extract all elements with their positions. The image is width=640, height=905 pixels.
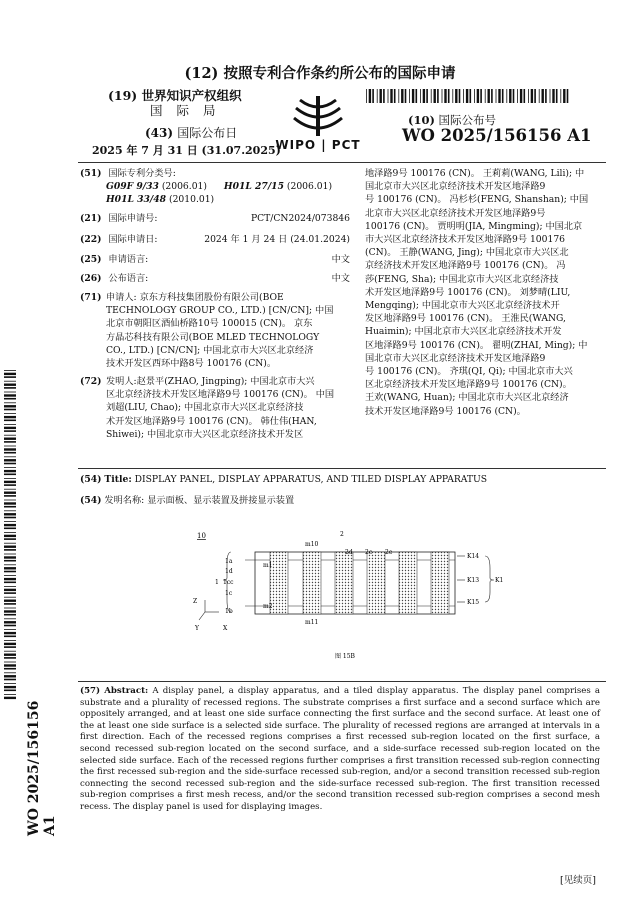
inventor-line: 京经济技术开发区地泽路9号 100176 (CN)。 冯 <box>365 260 566 272</box>
applicants <box>106 291 350 370</box>
inventors <box>106 375 350 441</box>
pub-date-num: (43) <box>145 126 174 140</box>
filing-language: 中文 <box>331 254 350 265</box>
figure-label: Y <box>195 625 199 632</box>
continued-note: [见续页] <box>560 875 596 886</box>
biblio-divider <box>78 468 606 469</box>
inventor-line: 100176 (CN)。 贾明明(JIA, Mingming); 中国北京 <box>365 220 583 232</box>
figure-label: m11 <box>305 619 319 626</box>
bibliographic-left <box>80 167 350 467</box>
abstract <box>80 686 600 814</box>
ipc-3: H01L 33/48 <box>106 194 167 205</box>
org-name: 世界知识产权组织 <box>141 88 242 103</box>
figure-label: 2d <box>345 549 353 556</box>
field-25 <box>80 253 350 266</box>
inventor-line: 地泽路9号 100176 (CN)。 王莉莉(WANG, Lili); 中 <box>365 168 585 179</box>
title-zh-label: 发明名称: <box>104 495 145 506</box>
pub-no-label: 国际公布号 <box>438 113 497 127</box>
abstract-num: (57) <box>80 686 101 696</box>
field-71 <box>80 291 350 370</box>
pub-date-label: 国际公布日 <box>177 126 238 140</box>
patent-figure <box>185 530 505 660</box>
figure-label: 1cc <box>223 579 234 586</box>
bureau: 国 际 局 <box>150 103 221 118</box>
bibliographic-right <box>365 167 605 418</box>
inventor-line: 国北京市大兴区北京经济技术开发区地泽路9 <box>365 352 546 364</box>
top-barcode <box>366 89 570 103</box>
figure-label: X <box>223 625 228 632</box>
header-divider <box>78 162 606 163</box>
pub-date: 2025 年 7 月 31 日 (31.07.2025) <box>92 144 281 157</box>
figure-label: K15 <box>467 599 480 606</box>
inventor-line: 术开发区地泽路9号 100176 (CN)。 韩仕伟(HAN, <box>106 415 317 427</box>
inventor-line: 号 100176 (CN)。 齐琪(QI, Qi); 中国北京市大兴 <box>365 366 573 378</box>
figure-label: m2 <box>263 603 273 610</box>
applicant-line: 申请人: 京东方科技集团股份有限公司(BOE <box>106 292 284 303</box>
inventor-line: Mengqing); 中国北京市大兴区北京经济技术开 <box>365 300 560 312</box>
recessed-regions <box>270 552 449 614</box>
title-zh: 显示面板、显示装置及拼接显示装置 <box>147 495 295 506</box>
title-en-line <box>80 474 487 485</box>
ipc-2-date: (2006.01) <box>286 181 333 192</box>
figure-label: K14 <box>467 553 480 560</box>
field-22-label: 国际申请日: <box>108 234 158 245</box>
recessed-region <box>303 552 321 614</box>
applicant-line: TECHNOLOGY GROUP CO., LTD.) [CN/CN]; 中国 <box>106 305 334 317</box>
figure-label: Z <box>193 598 198 605</box>
recessed-region <box>399 552 417 614</box>
figure-label: K13 <box>467 577 480 584</box>
field-21 <box>80 212 350 225</box>
applicant-line: 北京市朝阳区酒仙桥路10号 100015 (CN)。 京东 <box>106 318 313 330</box>
abstract-text: A display panel, a display apparatus, and a tiled display apparatus. The display panel comprises a substrate and a plurality of recessed regions. The substrate comprises a first surface and a second surface which are oppositely arranged, and at least one side surface connecting the first surface and the second surface. At least one of the at least one side surface is a selected side surface. The plurality of recessed regions are arranged at intervals in a first direction. Each of the recessed regions comprises a first recessed sub-region located on the first surface, a second recessed sub-region located on the second surface, and a side-surface recessed sub-region located on the selected side surface. Each of the recessed regions further comprises a first transition recessed sub-region connecting the first recessed sub-region and the side-surface recessed sub-region, and/or a second transition recessed sub-region connecting the second recessed sub-region and the side-surface recessed sub-region. The first transition recessed sub-region comprises a first mesh recess, and/or the second transition recessed sub-region comprises a second mesh recess. The display panel is used for displaying images. <box>80 686 601 812</box>
inventor-line: 刘超(LIU, Chao); 中国北京市大兴区北京经济技 <box>106 402 304 414</box>
figure-caption: 图 15B <box>335 653 355 660</box>
inventor-line: Shiwei); 中国北京市大兴区北京经济技术开发区 <box>106 428 304 440</box>
figure-ref: 10 <box>197 532 206 540</box>
inventor-line: 市大兴区北京经济技术开发区地泽路9号 100176 <box>365 234 566 246</box>
figure-divider <box>78 681 606 682</box>
applicant-line: 技术开发区西环中路8号 100176 (CN)。 <box>106 358 277 370</box>
figure-label: 2c <box>365 549 373 556</box>
figure-label: m1 <box>263 562 273 569</box>
figure-label: 1d <box>225 568 233 575</box>
figure-label: 2e <box>385 549 393 556</box>
inventor-line: 区地泽路9号 100176 (CN)。 翟明(ZHAI, Ming); 中 <box>365 339 588 351</box>
figure-label: 1c <box>225 590 233 597</box>
field-25-label: 申请语言: <box>108 254 149 265</box>
field-22-num: (22) <box>80 234 102 245</box>
field-21-label: 国际申请号: <box>108 213 158 224</box>
inventor-line: (CN)。 王静(WANG, Jing); 中国北京市大兴区北 <box>365 247 569 259</box>
document-title: (12) 按照专利合作条约所公布的国际申请 <box>184 65 456 82</box>
publication-number: WO 2025/156156 A1 <box>402 126 592 145</box>
inventor-line: 国北京市大兴区北京经济技术开发区地泽路9 <box>365 181 546 193</box>
inventor-line: 区北京经济技术开发区地泽路9号 100176 (CN)。 中国 <box>106 389 335 401</box>
field-51-label: 国际专利分类号: <box>108 168 176 179</box>
recessed-region <box>270 552 288 614</box>
pub-no-num: (10) <box>408 113 435 127</box>
field-22 <box>80 233 350 246</box>
field-54-num: (54) <box>80 495 102 506</box>
field-51 <box>80 167 350 180</box>
side-publication-number: WO 2025/156156 A1 <box>26 700 58 836</box>
ipc-line-2 <box>106 193 350 206</box>
inventor-line: 技术开发区地泽路9号 100176 (CN)。 <box>365 405 526 417</box>
figure-label: 1a <box>225 558 233 565</box>
figure-label: m10 <box>305 541 319 548</box>
inventor-line: 号 100176 (CN)。 冯杉杉(FENG, Shanshan); 中国 <box>365 194 589 206</box>
ipc-3-date: (2010.01) <box>168 194 215 205</box>
side-barcode <box>4 370 16 700</box>
inventor-line: 北京市大兴区北京经济技术开发区地泽路9号 <box>365 207 546 219</box>
figure-label: 2 <box>340 531 344 538</box>
applicant-line: CO., LTD.) [CN/CN]; 中国北京市大兴区北京经济 <box>106 344 314 356</box>
ipc-1-date: (2006.01) <box>161 181 207 192</box>
field-72 <box>80 375 350 441</box>
wipo-pct-logo <box>270 94 366 154</box>
filing-date: 2024 年 1 月 24 日 (24.01.2024) <box>204 234 350 245</box>
title-en: DISPLAY PANEL, DISPLAY APPARATUS, AND TILED DISPLAY APPARATUS <box>134 474 488 485</box>
title-zh-line <box>80 492 294 506</box>
figure-label: 1b <box>225 608 233 615</box>
field-25-num: (25) <box>80 254 102 265</box>
figure-label: K1 <box>495 577 504 584</box>
title-en-label: Title: <box>104 474 132 485</box>
field-72-num: (72) <box>80 376 102 387</box>
figure-label: 1 <box>215 579 219 586</box>
inventor-line: 区北京经济技术开发区地泽路9号 100176 (CN)。 <box>365 379 572 391</box>
field-26-num: (26) <box>80 273 102 284</box>
inventor-line: 王欢(WANG, Huan); 中国北京市大兴区北京经济 <box>365 392 569 404</box>
ipc-1: G09F 9/33 <box>106 181 159 192</box>
inventor-line: 莎(FENG, Sha); 中国北京市大兴区北京经济技 <box>365 273 559 285</box>
publication-language: 中文 <box>331 273 350 284</box>
ipc-line-1 <box>106 180 350 193</box>
recessed-region <box>367 552 385 614</box>
field-71-num: (71) <box>80 292 102 303</box>
pub-date-label-line <box>145 124 237 141</box>
inventor-line: 发明人:赵景平(ZHAO, Jingping); 中国北京市大兴 <box>106 376 315 387</box>
inventor-line: 发区地泽路9号 100176 (CN)。 王淮民(WANG, <box>365 313 566 325</box>
application-number: PCT/CN2024/073846 <box>250 213 350 224</box>
field-54-num: (54) <box>80 474 102 485</box>
recessed-region <box>335 552 353 614</box>
recessed-region <box>431 552 449 614</box>
field-21-num: (21) <box>80 213 102 224</box>
axis-y <box>199 612 205 620</box>
field-51-num: (51) <box>80 168 102 179</box>
inventor-line: Huaimin); 中国北京市大兴区北京经济技术开发 <box>365 326 562 338</box>
field-26 <box>80 272 350 285</box>
applicant-line: 方晶芯科技有限公司(BOE MLED TECHNOLOGY <box>106 331 320 343</box>
abstract-label: Abstract: <box>104 686 149 696</box>
field-26-label: 公布语言: <box>108 273 149 284</box>
logo-text: WIPO | PCT <box>275 138 361 152</box>
inventor-line: 术开发区地泽路9号 100176 (CN)。 刘梦晴(LIU, <box>365 286 571 298</box>
org-num: (19) <box>108 88 138 103</box>
ipc-2: H01L 27/15 <box>223 181 284 192</box>
brace <box>485 556 494 602</box>
